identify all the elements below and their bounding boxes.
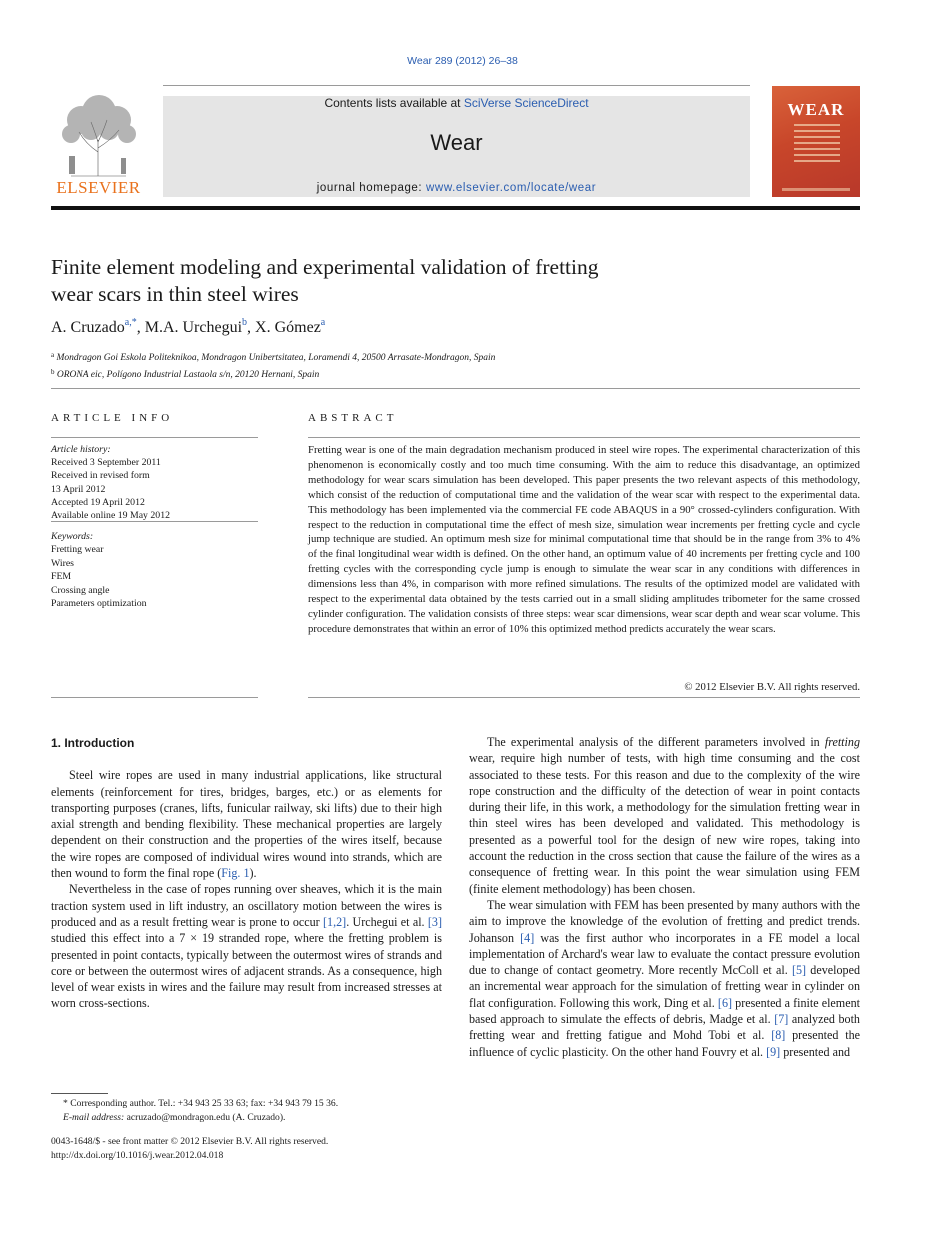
journal-masthead <box>163 96 750 197</box>
body-column-right <box>469 734 860 1060</box>
affiliations <box>51 348 751 382</box>
header-rule <box>163 85 750 86</box>
paragraph-text: The wear simulation with FEM has been presented by many authors with the aim to improve the knowledge of the evolution of fretting and predict trends. Johanson <box>469 897 860 945</box>
cover-text-lines <box>794 124 840 166</box>
citation-link[interactable]: [3] <box>427 914 442 929</box>
paragraph-text: analyzed both fretting wear and fretting fatigue and Mohd Tobi et al. <box>469 1012 860 1043</box>
paragraph-text: ). <box>249 866 257 881</box>
affiliation-text: Mondragon Goi Eskola Politeknikoa, Mondragon Unibertsitatea, Loramendi 4, 20500 Arrasate-Mondragon, Spain <box>54 353 496 363</box>
paragraph-text: studied this effect into a 7 × 19 stranded rope, where the fretting problem is presented in point contacts, typically between the outermost wires of strands and core or between the outermost wires of adjacent strands. As a consequence, high level of wear exists in wires and the failure may result from increased stresses at worn cross-sections. <box>51 931 442 1011</box>
title-line-2: wear scars in thin steel wires <box>51 282 299 306</box>
citation-link[interactable]: [1,2] <box>323 914 347 929</box>
article-info-rule-bottom <box>51 697 258 698</box>
email-label: E-mail address: <box>63 1111 125 1123</box>
doi-link[interactable]: http://dx.doi.org/10.1016/j.wear.2012.04.018 <box>51 1149 224 1161</box>
affiliation-mark: b <box>51 368 55 376</box>
body-paragraph <box>469 897 860 1060</box>
history-label: Article history: <box>51 444 111 455</box>
author-affiliation-mark[interactable]: a,* <box>124 317 137 328</box>
author-name[interactable]: A. Cruzado <box>51 319 125 336</box>
cover-footer-bar <box>782 188 850 191</box>
author-separator: , <box>136 319 145 336</box>
keyword-item: Wires <box>51 557 74 569</box>
author-list <box>51 317 751 337</box>
keywords-label: Keywords: <box>51 531 94 542</box>
journal-cover-thumbnail[interactable] <box>772 86 860 197</box>
body-paragraph <box>51 767 442 881</box>
keyword-item: Fretting wear <box>51 544 104 556</box>
affiliation-mark: a <box>51 351 55 359</box>
citation-link[interactable]: [7] <box>774 1012 789 1027</box>
paragraph-text: developed an incremental wear approach for the simulation of fretting wear in cylinder on flat configuration. Following this work, Ding et al. <box>469 963 860 1010</box>
affiliation-a <box>51 348 751 365</box>
keyword-item: FEM <box>51 571 72 583</box>
contents-line <box>163 96 750 110</box>
paragraph-text: The experimental analysis of the different parameters involved in <box>487 735 825 749</box>
keyword-item: Parameters optimization <box>51 598 147 610</box>
author-separator: , <box>247 319 256 336</box>
journal-citation[interactable]: Wear 289 (2012) 26–38 <box>407 55 518 67</box>
citation-link[interactable]: [9] <box>766 1044 781 1059</box>
author-affiliation-mark[interactable]: b <box>242 317 248 328</box>
footnote-rule <box>51 1093 108 1094</box>
cover-title: WEAR <box>787 100 845 119</box>
paragraph-text: wear, require high number of tests, with high time consuming and the cost associated to these tests. For this reason and due to the complexity of the wire rope construction and the difficulty of the detection of wear in point contacts during their life, in this work, a methodology for the simulation fretting wear in thin steel wires has been developed and validated. This methodology is presented as a powerful tool for the design of new wire ropes, taking into account the reduction in the cross section that cause the failure of the wires as a consequence of fretting wear. In this point the wear simulation using FEM (finite element methodology) has been chosen. <box>469 751 860 896</box>
paragraph-text: was the first author who incorporates in a FE model a local implementation of Archard's wear law to evaluate the contact pressure evolution due to change of contact geometry. More recently McColl et al. <box>469 930 860 978</box>
paragraph-text: . Urchegui et al. <box>346 914 428 929</box>
citation-link[interactable]: [5] <box>791 963 807 978</box>
figure-reference-link[interactable]: Fig. 1 <box>221 866 250 881</box>
paragraph-text: presented the influence of cyclic plasticity. On the other hand Fouvry et al. <box>469 1028 860 1059</box>
history-item: Accepted 19 April 2012 <box>51 496 145 508</box>
emphasis-text: fretting <box>824 735 860 749</box>
affiliation-text: ORONA eic, Polígono Industrial Lastaola s/n, 20120 Hernani, Spain <box>54 370 320 380</box>
homepage-link[interactable]: www.elsevier.com/locate/wear <box>426 182 597 194</box>
article-history <box>51 443 258 522</box>
keyword-item: Crossing angle <box>51 584 110 596</box>
body-paragraph <box>469 734 860 897</box>
paragraph-text: Steel wire ropes are used in many industrial applications, like structural elements (reinforcement for tires, bridges, barges, etc.) or as elements for transporting purposes (cranes, lifts, funicular railway, ski lifts) due to their high axial strength and bending flexibility. These mechanical properties are largely dependent on their construction and the properties of the wires itself, because the wire ropes are composed of individual wires wound into strands, which are then wound to form the final rope ( <box>51 768 442 881</box>
body-paragraph <box>51 881 442 1011</box>
corresponding-author-footnote <box>51 1097 442 1124</box>
elsevier-wordmark: ELSEVIER <box>56 178 141 197</box>
keywords <box>51 530 258 610</box>
homepage-prefix: journal homepage: <box>316 182 427 194</box>
affiliation-b <box>51 365 751 382</box>
history-item: Received in revised form <box>51 470 150 482</box>
sciencedirect-link[interactable]: SciVerse ScienceDirect <box>463 96 589 110</box>
issn-line: 0043-1648/$ - see front matter © 2012 Elsevier B.V. All rights reserved. <box>51 1136 329 1147</box>
history-item: Received 3 September 2011 <box>51 457 161 469</box>
issn-doi-block <box>51 1135 442 1162</box>
paragraph-text: presented and <box>780 1044 851 1059</box>
citation-link[interactable]: [8] <box>771 1028 786 1043</box>
abstract-heading: ABSTRACT <box>308 412 398 424</box>
title-line-1: Finite element modeling and experimental validation of fretting <box>51 255 599 279</box>
history-item: 13 April 2012 <box>51 483 106 495</box>
article-info-heading: ARTICLE INFO <box>51 412 174 424</box>
homepage-line <box>163 182 750 194</box>
article-info-rule-top <box>51 437 258 438</box>
abstract-rule-bottom <box>308 697 860 698</box>
author-affiliation-mark[interactable]: a <box>320 317 326 328</box>
paragraph-text: Nevertheless in the case of ropes running over sheaves, which it is the main traction system used in lift industry, an oscillatory motion between the wires is produced and as a result fretting wear is prone to occur <box>51 882 442 929</box>
section-heading-introduction: 1. Introduction <box>51 736 135 750</box>
abstract-rule-top <box>308 437 860 438</box>
citation-link[interactable]: [6] <box>717 995 733 1010</box>
journal-name: Wear <box>430 130 483 155</box>
citation-link[interactable]: [4] <box>520 930 535 945</box>
abstract-copyright: © 2012 Elsevier B.V. All rights reserved. <box>684 681 860 693</box>
contents-prefix: Contents lists available at <box>324 96 464 110</box>
affiliation-divider <box>51 388 860 389</box>
author-name[interactable]: M.A. Urchegui <box>144 319 243 336</box>
author-name[interactable]: X. Gómez <box>255 319 321 336</box>
masthead-divider <box>51 206 860 210</box>
history-item: Available online 19 May 2012 <box>51 510 170 522</box>
body-column-left <box>51 734 442 1012</box>
article-title <box>51 254 771 308</box>
email-line <box>63 1111 442 1125</box>
paragraph-text: presented a finite element based approach to simulate the effects of debris, Madge et al. <box>469 995 860 1027</box>
corresponding-author-line: * Corresponding author. Tel.: +34 943 25 33 63; fax: +34 943 79 15 36. <box>63 1098 339 1109</box>
email-address[interactable]: acruzado@mondragon.edu (A. Cruzado). <box>124 1111 286 1123</box>
abstract-text: Fretting wear is one of the main degradation mechanism produced in steel wire ropes. The experimental characterization of this phenomenon is economically costly and too much time consuming. With the aim to reduce this disadvantage, an optimized methodology for wear scars simulation has been developed. This paper presents the two relevant aspects of this methodology, which consist of the reduction of computational time and the validation of the wear scar with respect to the experimental data. This methodology has been implemented via the commercial FE code ABAQUS in a 90° crossed-cylinders configuration. With respect to the reduction in computational time the effect of mesh size, simulation wear increments per fretting cycle and cycle jump technique are studied. An optimum mesh size for minimal computational time that should be in the range from 3% to 4% of the final longitudinal wear width is defined. On the other hand, an optimum value of 40 increments per fretting cycle and 100 fretting cycles with the corresponding cycle jump is enough to simulate the wear scar in any conditions with differences in dimensions less than 4%, in comparison with more refined simulations. The results of the optimized model are validated with respect to the experimental data obtained by the tests carried out in a small sliding amplitudes tribometer for the same crossed cylinder configuration. The validation consists of three steps: wear scar dimensions, wear scar depth and wear scar volume. This procedure demonstrates that within an error of 10% this optimized method predicts accurately the wear scars. <box>308 444 860 635</box>
